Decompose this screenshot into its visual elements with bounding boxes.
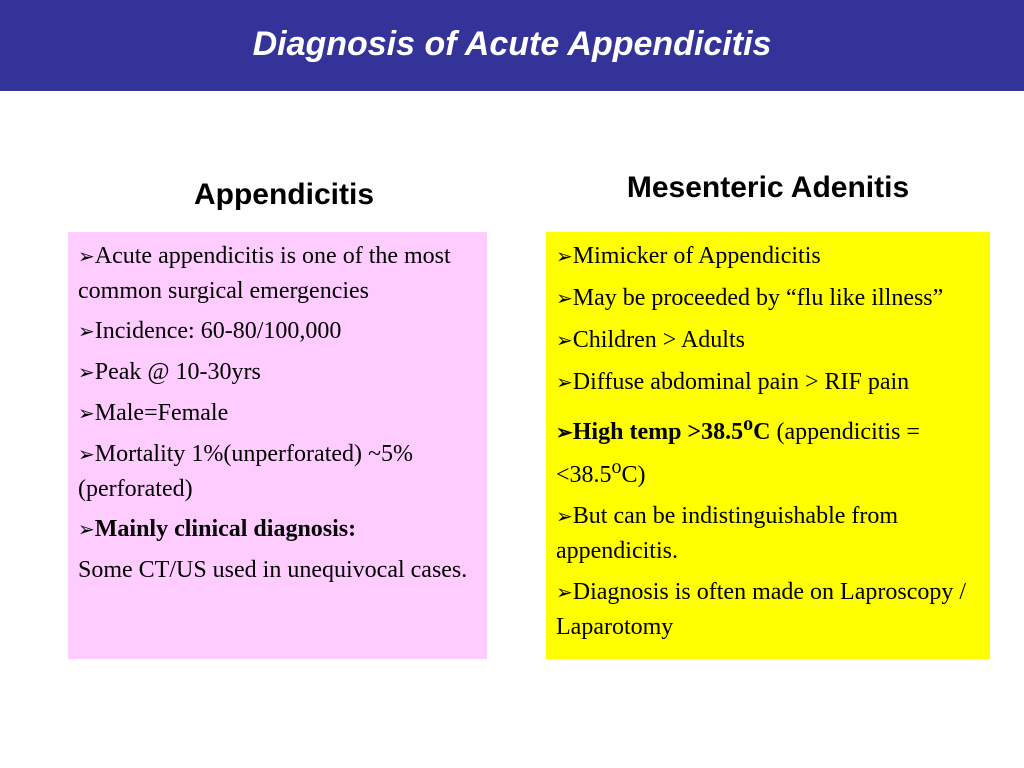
item-text: Mortality 1%(unperforated) ~5%(perforated) [78,441,413,502]
heading-appendicitis: Appendicitis [193,178,374,211]
arrow-bullet-icon: ➢ [78,403,95,425]
arrow-bullet-icon: ➢ [556,330,573,352]
mesenteric-adenitis-box [546,232,990,659]
item-text: Male=Female [94,400,229,426]
arrow-bullet-icon: ➢ [556,372,573,394]
arrow-bullet-icon: ➢ [78,246,95,268]
arrow-bullet-icon: ➢ [556,506,573,528]
list-item [78,239,477,308]
item-text: Acute appendicitis is one of the most common surgical emergencies [78,243,451,304]
item-text: May be proceeded by “flu like illness” [572,285,944,311]
temp-text: High temp >38.5 [572,419,744,445]
appendicitis-box [68,232,487,659]
arrow-bullet-icon: ➢ [556,422,573,444]
unit-text: C [753,419,771,445]
arrow-bullet-icon: ➢ [556,582,573,604]
arrow-bullet-icon: ➢ [78,519,95,541]
item-text: Diffuse abdominal pain > RIF pain [572,369,910,395]
heading-mesenteric-adenitis: Mesenteric Adenitis [626,171,910,204]
item-text-bold: Mainly clinical diagnosis: [94,516,357,542]
list-item [556,365,980,400]
list-item [556,407,980,492]
list-item [78,355,477,390]
list-item [78,314,477,349]
arrow-bullet-icon: ➢ [78,362,95,384]
list-item [556,499,980,568]
item-text: But can be indistinguishable from appendicitis. [556,503,899,564]
list-item [556,575,980,644]
arrow-bullet-icon: ➢ [78,321,95,343]
list-item [556,323,980,358]
degree-sup: o [743,413,754,435]
item-text: Incidence: 60-80/100,000 [94,318,342,344]
item-text: Diagnosis is often made on Laproscopy / Laparotomy [556,579,967,640]
unit-text: C) [621,462,646,488]
item-text: Children > Adults [572,327,745,353]
list-item [556,281,980,316]
slide-title: Diagnosis of Acute Appendicitis [252,25,772,63]
list-item [78,437,477,506]
list-item [78,396,477,431]
note-text: Some CT/US used in unequivocal cases. [78,557,468,583]
degree-sup: o [611,456,622,478]
list-item [556,239,980,274]
arrow-bullet-icon: ➢ [78,444,95,466]
item-text-bold [572,413,771,445]
item-text: (appendicitis = <38.5 [556,419,920,488]
list-item [78,512,477,547]
arrow-bullet-icon: ➢ [556,288,573,310]
arrow-bullet-icon: ➢ [556,246,573,268]
item-text: Mimicker of Appendicitis [572,243,821,269]
item-text: Peak @ 10-30yrs [94,359,261,385]
